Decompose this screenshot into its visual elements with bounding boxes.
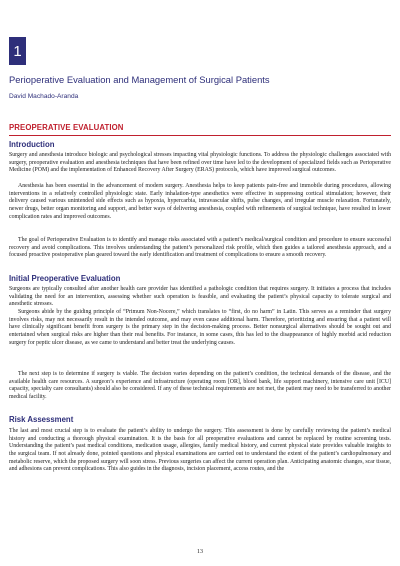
paragraph: The last and most crucial step is to evaluate the patient’s ability to undergo the surgery. This assessment is done by carefully reviewing the patient’s medical history and conducting a thorough physical examination. It is the basis for all preoperative evaluations and cannot be replaced by routine screening tests. Understanding the patient’s past medical conditions, medication usage, allergies, family medical history, and current physical state provides valuable insights to the surgical team. If not already done, pointed questions and physical examinations are carried out to understand the extent of the patient’s cardiopulmonary and metabolic reserve, which the proposed surgery will soon stress. Previous surgeries can affect the current operation plan. Anticipating anatomic changes, scar tissue, and adhesions can prevent complications. This also guides in the diagnosis, incision placement, access routes, and the — [9, 428, 391, 473]
paragraph: The next step is to determine if surgery is viable. The decision varies depending on the patient’s condition, the technical demands of the disease, and the available health care resources. A surgeon’s experience and infrastructure (operating room [OR], blood bank, life support machinery, intensive care unit [ICU] capacity, specialty care consultants) should also be considered. If any of these technical requirements are not met, the patient may need to be transferred to another medical facility. — [9, 371, 391, 400]
section-title: PREOPERATIVE EVALUATION — [9, 123, 124, 132]
chapter-number: 1 — [13, 42, 22, 60]
paragraph: Anesthesia has been essential in the advancement of modern surgery. Anesthesia helps to keep patients pain-free and immobile during procedures, allowing interventions in a relatively controlled physiologic state. Early inhalation-type anesthetics were effective in suppressing cortical stimulation; however, their delivery caused various unintended side effects such as hypoxia, hypercarbia, intravascular shifts, pulse changes, and irregular muscle relaxation. Fortunately, newer drugs, better organ monitoring and support, and better ways of delivering anesthesia, coupled with refinements of surgical technique, have resulted in lower complication rates and improved outcomes. — [9, 183, 391, 220]
paragraph: The goal of Perioperative Evaluation is to identify and manage risks associated with a patient’s medical/surgical condition and procedure to ensure successful recovery and avoid complications. This involves understanding the patient’s personalized risk profile, which then guides a tailored anesthesia approach, and a focused proactive postoperative plan geared toward the early identification and treatment of complications to ensure a smooth recovery. — [9, 237, 391, 259]
section-divider — [9, 135, 391, 136]
paragraph: Surgeons are typically consulted after another health care provider has identified a pathologic condition that requires surgery. It initiates a process that includes validating the need for an intervention, assessing whether such operation is feasible, and evaluating the patient’s physical capacity to tolerate surgical and anesthetic stresses. — [9, 286, 391, 308]
heading-introduction: Introduction — [9, 140, 55, 149]
heading-initial-evaluation: Initial Preoperative Evaluation — [9, 274, 121, 283]
chapter-title: Perioperative Evaluation and Management of Surgical Patients — [9, 74, 270, 85]
page-number: 13 — [197, 549, 203, 555]
paragraph: Surgeons abide by the guiding principle of “Primum Non-Nocere,” which translates to “first, do no harm” in Latin. This serves as a reminder that surgery involves risks, may not necessarily result in the intended outcome, and may even cause additional harm. Therefore, prioritizing and ensuring that a patient will have clinically significant benefit from surgery is the primary step in the decision-making process. Better nonsurgical alternatives should be sought out and entertained when surgical risks are higher than their real benefits. For instance, in some cases, this has led to the disappearance of highly morbid acid reduction surgery for peptic ulcer disease, as we came to understand and better treat the underlying causes. — [9, 309, 391, 346]
chapter-author: David Machado-Aranda — [9, 93, 79, 100]
paragraph: Surgery and anesthesia introduce biologic and psychological stresses impacting vital physiologic functions. To address the physiologic challenges associated with surgery, preoperative evaluation and anesthesia techniques that have been refined over time have led to the development of specialized fields such as Perioperative Medicine (POM) and the implementation of Enhanced Recovery After Surgery (ERAS) protocols, which have improved surgical outcomes. — [9, 152, 391, 174]
heading-risk-assessment: Risk Assessment — [9, 415, 74, 424]
chapter-number-badge — [9, 37, 26, 65]
